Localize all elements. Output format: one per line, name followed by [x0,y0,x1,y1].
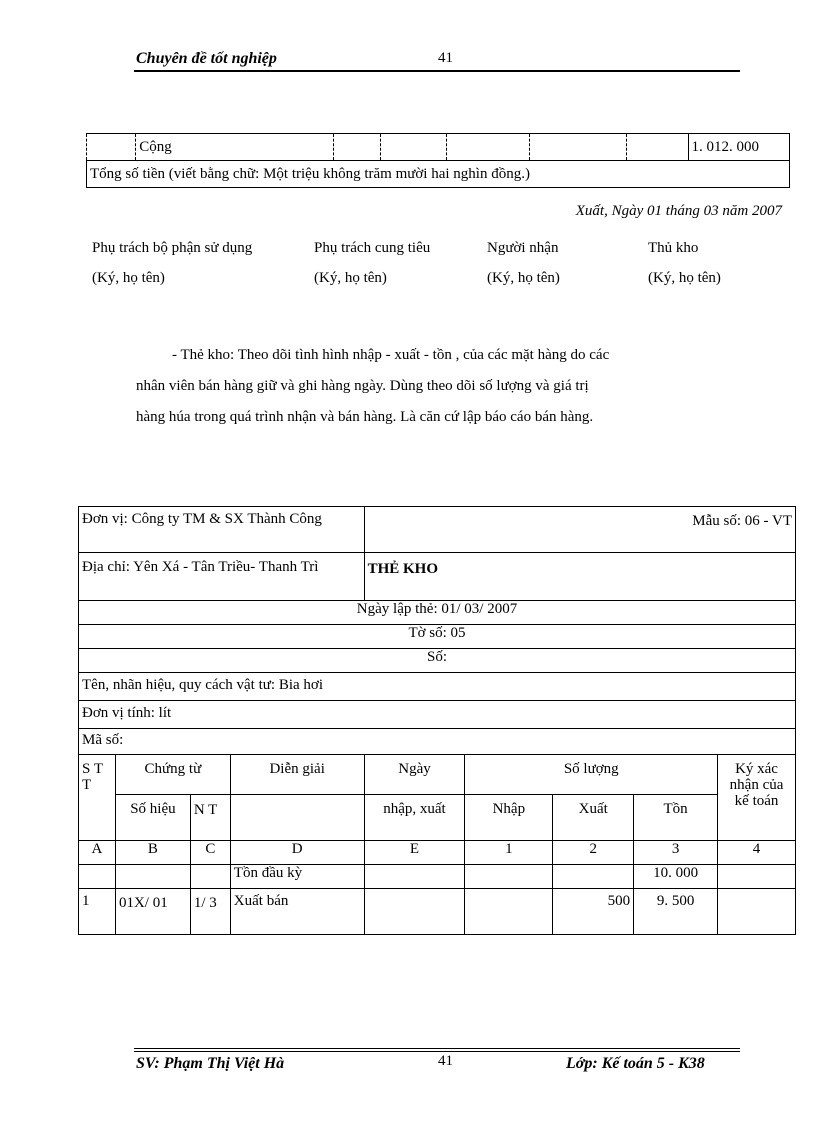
total-row [87,134,790,161]
opening-desc: Tồn đầu kỳ [230,865,364,889]
row-stt: 1 [79,889,116,935]
col-kyxac: Ký xác nhận của kế toán [718,755,796,841]
row-nt: 1/ 3 [190,889,230,935]
letter-1: 1 [465,841,553,865]
card-title: THẺ KHO [364,553,795,601]
sheet-number: Tờ số: 05 [79,625,796,649]
letter-2: 2 [553,841,634,865]
col-ngay2: nhập, xuất [364,795,465,841]
signer-note: (Ký, họ tên) [487,270,560,286]
issue-date: Xuất, Ngày 01 tháng 03 năm 2007 [575,203,782,219]
table-row [79,865,796,889]
col-ngay: Ngày [364,755,465,795]
header-page-number: 41 [438,50,453,66]
signer-1 [92,233,252,293]
signer-4 [648,233,721,293]
row-sohieu: 01X/ 01 [115,889,190,935]
words-row [87,161,790,188]
col-ton: Tồn [634,795,718,841]
letter-4: 4 [718,841,796,865]
signer-role: Phụ trách cung tiêu [314,240,431,256]
signer-note: (Ký, họ tên) [92,270,165,286]
paragraph-line: - Thẻ kho: Theo dõi tình hình nhập - xuất - tồn , của các mặt hàng do các [172,347,610,363]
signer-role: Người nhận [487,240,559,256]
total-value: 1. 012. 000 [688,134,790,161]
total-label: Cộng [136,134,334,161]
signer-note: (Ký, họ tên) [314,270,387,286]
unit-name: Đơn vị: Công ty TM & SX Thành Công [79,507,365,553]
signer-note: (Ký, họ tên) [648,270,721,286]
footer-rule [134,1048,740,1049]
total-in-words: Tổng số tiền (viết bằng chữ: Một triệu không trăm mười hai nghìn đồng.) [87,161,790,188]
col-xuat: Xuất [553,795,634,841]
opening-ton: 10. 000 [634,865,718,889]
col-stt: S T T [79,755,116,841]
date-made: Ngày lập thẻ: 01/ 03/ 2007 [79,601,796,625]
letter-d: D [230,841,364,865]
unit-address: Địa chỉ: Yên Xá - Tân Triều- Thanh Trì [79,553,365,601]
body-paragraph [136,340,741,433]
stock-card-table [78,506,796,935]
row-xuat: 500 [553,889,634,935]
letter-a: A [79,841,116,865]
col-nt: N T [190,795,230,841]
col-sohieu: Số hiệu [115,795,190,841]
row-desc: Xuất bán [230,889,364,935]
letter-3: 3 [634,841,718,865]
col-nhap: Nhập [465,795,553,841]
footer-rule [134,1051,740,1052]
signer-role: Phụ trách bộ phận sử dụng [92,240,253,256]
col-diengiai: Diễn giải [230,755,364,795]
item-name: Tên, nhãn hiệu, quy cách vật tư: Bia hơi [79,673,796,701]
footer-student: SV: Phạm Thị Việt Hà [136,1055,285,1072]
paragraph-line: nhân viên bán hàng giữ và ghi hàng ngày. Dùng theo dõi số lượng và giá trị [136,378,589,394]
footer-page-number: 41 [438,1053,453,1069]
table-row [79,889,796,935]
card-number: Số: [79,649,796,673]
letter-b: B [115,841,190,865]
col-chungtu: Chứng từ [115,755,230,795]
header-title: Chuyên đề tốt nghiệp [136,50,277,67]
letter-c: C [190,841,230,865]
form-number: Mẫu số: 06 - VT [364,507,795,553]
footer-class: Lớp: Kế toán 5 - K38 [566,1055,705,1072]
letter-e: E [364,841,465,865]
signer-3 [487,233,560,293]
receipt-total-table [86,133,790,188]
col-soluong: Số lượng [465,755,718,795]
signer-2 [314,233,430,293]
signer-role: Thủ kho [648,240,699,256]
header-rule [134,70,740,72]
item-code: Mã số: [79,729,796,755]
paragraph-line: hàng húa trong quá trình nhận và bán hàng. Là căn cứ lập báo cáo bán hàng. [136,409,594,425]
row-ton: 9. 500 [634,889,718,935]
unit-of-measure: Đơn vị tính: lít [79,701,796,729]
